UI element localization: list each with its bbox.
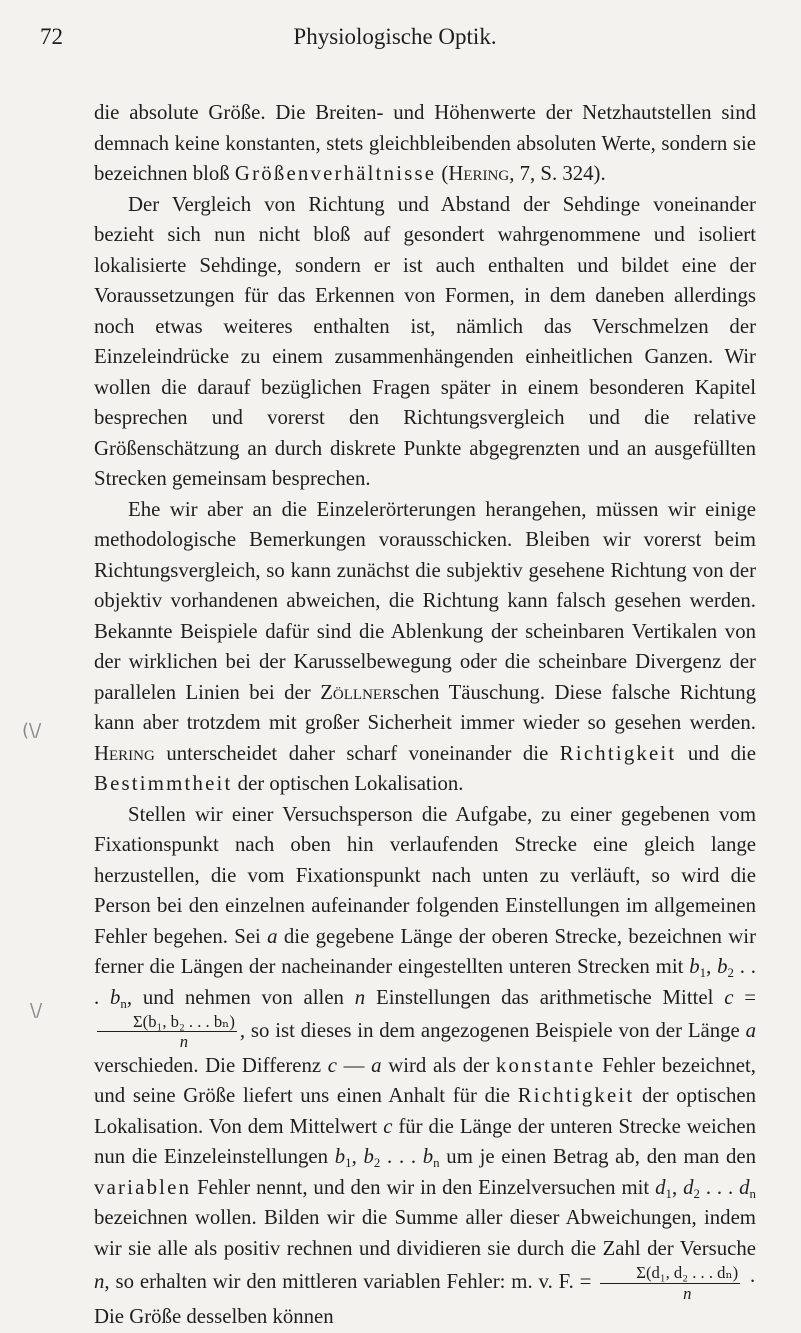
text-run: , so ist dieses in dem angezogenen Beispiele von der Länge: [239, 1018, 746, 1042]
running-head: Physiologische Optik.: [293, 24, 497, 49]
paragraph: [94, 98, 756, 190]
text-run: die gegebene Länge der oberen Strecke, bezeichnen wir ferner die Längen der nacheinander eingestellten unteren Strecken mit: [94, 924, 756, 978]
text-run: die absolute Größe. Die Breiten- und Höhenwerte der Netzhautstellen sind demnach keine konstanten, stets gleichbleibenden absoluten Werte, sondern sie bezeichnen bloß: [94, 101, 756, 185]
math-variable: n: [94, 1270, 105, 1294]
author-name: Hering: [448, 162, 510, 185]
text-run: ,: [706, 955, 718, 978]
author-name: Zöllner: [320, 680, 393, 704]
emphasized-term: Richtigkeit: [517, 1084, 635, 1108]
subscript: 2: [693, 1186, 700, 1201]
text-run: Der Vergleich von Richtung und Abstand der Sehdinge voneinander bezieht sich nun nicht bloß auf gesondert wahrgenommene und isoliert lokalisierte Sehdinge, sondern er ist auch enthalten und bildet eine der Voraussetzungen für das Erkennen von Formen, in dem daneben allerdings noch etwas weiteres enthalten ist, nämlich das Verschmelzen der Einzeleindrücke zu einem zusammenhängenden einheitlichen Ganzen. Wir wollen die darauf bezüglichen Fragen später in einem besonderen Kapitel besprechen und vorerst den Richtungsvergleich und die relative Größenschätzung an durch diskrete Punkte abgegrenzten und an ausgefüllten Strecken gemeinsam besprechen.: [94, 192, 756, 490]
subscript: 2: [373, 1156, 381, 1171]
math-variable: c: [724, 985, 734, 1009]
text-run: , und nehmen von allen: [126, 985, 355, 1009]
text-run: · Die Größe desselben können: [94, 1270, 757, 1329]
author-name: Hering: [94, 741, 155, 765]
body-text: [94, 98, 756, 1333]
math-variable: d: [655, 1175, 666, 1199]
paragraph: [94, 495, 756, 800]
math-variable: d: [739, 1175, 750, 1199]
text-run: und die: [676, 741, 756, 765]
math-variable: c: [327, 1053, 338, 1077]
text-run: —: [337, 1053, 372, 1077]
text-run: wird als der: [381, 1053, 496, 1077]
text-run: . . .: [699, 1175, 740, 1199]
math-variable: b: [717, 955, 728, 978]
margin-mark: (\/: [22, 720, 42, 741]
subscript: 1: [345, 1156, 352, 1171]
subscript: n: [120, 996, 127, 1011]
fraction: [600, 1264, 740, 1302]
emphasized-term: Richtigkeit: [559, 741, 677, 765]
math-variable: b: [110, 985, 121, 1009]
margin-mark: \/: [30, 1000, 43, 1021]
emphasized-term: variablen: [94, 1175, 192, 1199]
fraction-denominator: n: [179, 1032, 189, 1052]
text-run: , so erhalten wir den mittleren variablen Fehler: m. v. F. =: [104, 1270, 598, 1294]
text-run: Fehler nennt, und den wir in den Einzelversuchen mit: [191, 1175, 656, 1199]
math-variable: a: [371, 1053, 382, 1077]
text-run: verschieden. Die Differenz: [94, 1053, 328, 1077]
page-number: 72: [40, 24, 63, 49]
text-run: Fehler bezeichnet, und seine Größe liefert uns einen Anhalt für die: [94, 1053, 756, 1108]
paragraph: [94, 800, 756, 1333]
text-run: =: [733, 985, 756, 1009]
fraction-numerator: Σ(b₁, b₂ . . . bₙ): [97, 1013, 237, 1032]
text-run: der optischen Lokalisation.: [232, 772, 464, 795]
math-variable: d: [683, 1175, 694, 1199]
subscript: 1: [665, 1186, 672, 1201]
text-run: Einstellungen das arithmetische Mittel: [365, 985, 725, 1009]
text-run: ,: [671, 1175, 684, 1199]
subscript: 2: [727, 965, 734, 980]
page-header: [40, 24, 750, 60]
fraction: [97, 1013, 237, 1051]
text-run: bezeichnen wollen. Bilden wir die Summe aller dieser Abweichungen, indem wir sie alle als positiv rechnen und dividieren sie durch die Zahl der Versuche: [94, 1206, 756, 1260]
text-run: ,: [351, 1145, 364, 1169]
text-run: unterscheidet daher scharf voneinander die: [154, 741, 560, 765]
math-variable: c: [383, 1114, 393, 1138]
text-run: . . .: [380, 1145, 423, 1169]
text-run: Stellen wir einer Versuchsperson die Aufgabe, zu einer gegebenen vom Fixationspunkt nach oben hin verlaufenden Strecke eine gleich lange herzustellen, die vom Fixationspunkt nach unten zu verläuft, so wird die Person bei den einzelnen aufeinander folgenden Einstellungen im allgemeinen Fehler begehen. Sei: [94, 802, 756, 948]
math-variable: a: [745, 1018, 756, 1042]
paragraph: [94, 190, 756, 495]
emphasized-term: Größenverhältnisse: [234, 162, 437, 185]
text-run: für die Länge der unteren Strecke weichen nun die Einzeleinstellungen: [94, 1114, 757, 1169]
subscript: n: [749, 1186, 756, 1201]
text-run: (: [436, 162, 449, 185]
math-variable: b: [363, 1145, 374, 1169]
emphasized-term: Bestimmtheit: [94, 772, 233, 795]
text-run: schen Täuschung. Diese falsche Richtung kann aber trotzdem mit großer Sicherheit immer wieder so gesehen werden.: [94, 680, 756, 734]
subscript: n: [433, 1156, 440, 1171]
text-run: Ehe wir aber an die Einzelerörterungen herangehen, müssen wir einige methodologische Bemerkungen vorausschicken. Bleiben wir vorerst beim Richtungsvergleich, so kann zunächst die subjektiv gesehene Richtung von der objektiv vorhandenen abweichen, die Richtung kann falsch gesehen werden. Bekannte Beispiele dafür sind die Ablenkung der scheinbaren Vertikalen von der wirklichen bei der Karusselbewegung oder die scheinbare Divergenz der parallelen Linien bei der: [94, 497, 756, 704]
math-variable: b: [334, 1145, 346, 1169]
text-run: der optischen Lokalisation. Von dem Mittelwert: [94, 1084, 756, 1138]
fraction-denominator: n: [683, 1283, 692, 1303]
math-variable: b: [689, 955, 700, 978]
text-run: , 7, S. 324).: [509, 162, 606, 185]
text-run: . . .: [94, 955, 756, 1009]
math-variable: a: [267, 924, 278, 948]
math-variable: b: [422, 1145, 434, 1169]
text-run: um je einen Betrag ab, den man den: [439, 1145, 756, 1169]
fraction-numerator: Σ(d₁, d₂ . . . dₙ): [600, 1264, 740, 1283]
subscript: 1: [699, 965, 707, 980]
math-variable: n: [354, 985, 366, 1009]
emphasized-term: konstante: [495, 1053, 596, 1077]
